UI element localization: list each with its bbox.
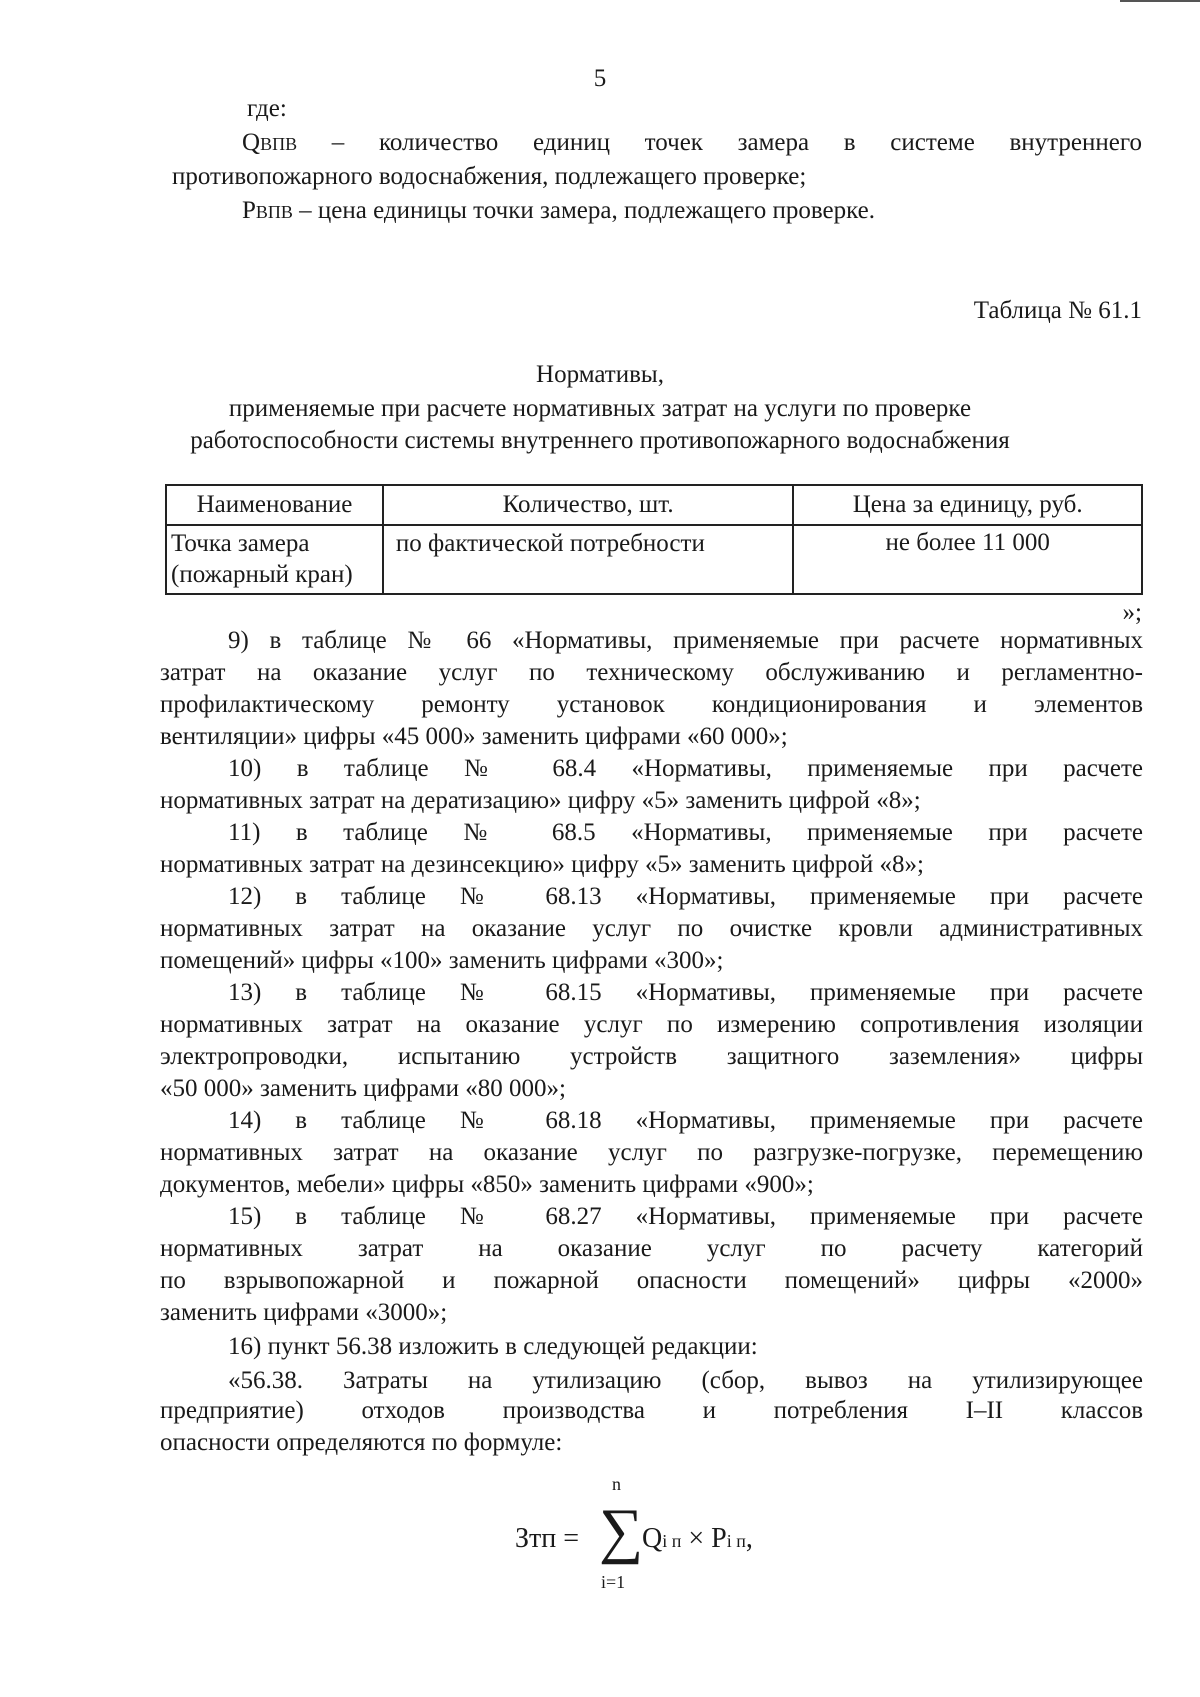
formula-times: × — [681, 1523, 712, 1554]
amendment-line: 13) в таблице № 68.15 «Нормативы, применяемые при расчете — [228, 979, 1143, 1006]
formula-p-sub: i п — [726, 1531, 746, 1551]
norms-table — [165, 484, 1143, 595]
amendment-line: 15) в таблице № 68.27 «Нормативы, применяемые при расчете — [228, 1203, 1143, 1230]
amendment-item — [160, 882, 1143, 978]
amendment-line: нормативных затрат на дезинсекцию» цифру «5» заменить цифрой «8»; — [160, 851, 925, 878]
amendment-line: заменить цифрами «3000»; — [160, 1299, 448, 1326]
header-price: Цена за единицу, руб. — [793, 485, 1142, 525]
where-label: где: — [247, 95, 287, 122]
quote-line3: опасности определяются по формуле: — [160, 1429, 563, 1456]
table-number: Таблица № 61.1 — [973, 297, 1142, 324]
q-definition-text: – количество единиц точек замера в системе внутреннего — [331, 129, 1142, 156]
cell-name — [166, 525, 383, 594]
amendment-line: затрат на оказание услуг по техническому обслуживанию и регламентно- — [160, 659, 1143, 686]
header-quantity: Количество, шт. — [383, 485, 793, 525]
formula-p: P — [711, 1523, 727, 1554]
amendment-line: нормативных затрат на оказание услуг по разгрузке-погрузке, перемещению — [160, 1139, 1143, 1166]
q-definition-line1 — [242, 128, 1142, 158]
quote-line2: предприятие) отходов производства и потребления I–II классов — [160, 1397, 1143, 1424]
page-number: 5 — [593, 65, 607, 92]
sum-sign: ∑ — [599, 1497, 644, 1565]
cell-name-line2: (пожарный кран) — [171, 561, 353, 589]
amendment-item — [160, 818, 1143, 882]
amendment-item — [160, 1106, 1143, 1202]
amendment-line: «50 000» заменить цифрами «80 000»; — [160, 1075, 566, 1102]
table-header-row — [166, 485, 1142, 525]
q-definition-line2: противопожарного водоснабжения, подлежащего проверке; — [172, 163, 807, 190]
amendment-line: 14) в таблице № 68.18 «Нормативы, применяемые при расчете — [228, 1107, 1143, 1134]
q-symbol: Q — [242, 129, 261, 156]
formula-q: Q — [642, 1523, 663, 1554]
formula-tail: , — [745, 1523, 753, 1554]
amendment-line: по взрывопожарной и пожарной опасности помещений» цифры «2000» — [160, 1267, 1143, 1294]
amendment-item — [160, 754, 1143, 818]
amendment-line: 11) в таблице № 68.5 «Нормативы, применяемые при расчете — [228, 819, 1143, 846]
formula-rhs — [642, 1522, 753, 1556]
sum-upper-limit: n — [612, 1474, 621, 1494]
amendment-item — [160, 1202, 1143, 1330]
cell-price: не более 11 000 — [793, 525, 1142, 594]
quote-line1: «56.38. Затраты на утилизацию (сбор, вывоз на утилизирующее — [228, 1367, 1143, 1394]
table-row — [166, 525, 1142, 594]
item-16: 16) пункт 56.38 изложить в следующей редакции: — [228, 1333, 758, 1360]
formula-q-sub: i п — [662, 1531, 682, 1551]
amendment-line: нормативных затрат на дератизацию» цифру «5» заменить цифрой «8»; — [160, 787, 921, 814]
cell-name-line1: Точка замера — [171, 530, 310, 557]
amendment-line: профилактическому ремонту установок кондиционирования и элементов — [160, 691, 1143, 718]
q-subscript: ВПВ — [260, 134, 298, 154]
amendment-line: помещений» цифры «100» заменить цифрами «300»; — [160, 947, 724, 974]
amendment-line: вентиляции» цифры «45 000» заменить цифрами «60 000»; — [160, 723, 788, 750]
amendment-list — [160, 626, 1143, 1330]
formula-lhs: Зтп = — [515, 1523, 580, 1554]
amendment-item — [160, 626, 1143, 754]
amendment-line: нормативных затрат на оказание услуг по очистке кровли административных — [160, 915, 1143, 942]
p-definition-text: – цена единицы точки замера, подлежащего проверке. — [292, 197, 876, 224]
amendment-line: 12) в таблице № 68.13 «Нормативы, применяемые при расчете — [228, 883, 1143, 910]
amendment-line: нормативных затрат на оказание услуг по расчету категорий — [160, 1235, 1143, 1262]
sum-lower-limit: i=1 — [601, 1572, 626, 1592]
header-name: Наименование — [166, 485, 383, 525]
amendment-line: нормативных затрат на оказание услуг по измерению сопротивления изоляции — [160, 1011, 1143, 1038]
scan-edge-mark — [1120, 0, 1200, 2]
amendment-line: 9) в таблице № 66 «Нормативы, применяемые при расчете нормативных — [228, 627, 1143, 654]
table-subtitle-line2: работоспособности системы внутреннего противопожарного водоснабжения — [190, 427, 1010, 454]
amendment-line: электропроводки, испытанию устройств защитного заземления» цифры — [160, 1043, 1143, 1070]
table-closing-quote: »; — [1122, 599, 1142, 626]
amendment-item — [160, 978, 1143, 1106]
p-subscript: ВПВ — [255, 202, 293, 222]
amendment-line: 10) в таблице № 68.4 «Нормативы, применяемые при расчете — [228, 755, 1143, 782]
cell-quantity: по фактической потребности — [383, 525, 793, 594]
amendment-line: документов, мебели» цифры «850» заменить цифрами «900»; — [160, 1171, 814, 1198]
table-title: Нормативы, — [536, 361, 664, 388]
p-definition — [242, 196, 875, 226]
table-subtitle-line1: применяемые при расчете нормативных затрат на услуги по проверке — [228, 395, 972, 422]
p-symbol: P — [242, 197, 256, 224]
